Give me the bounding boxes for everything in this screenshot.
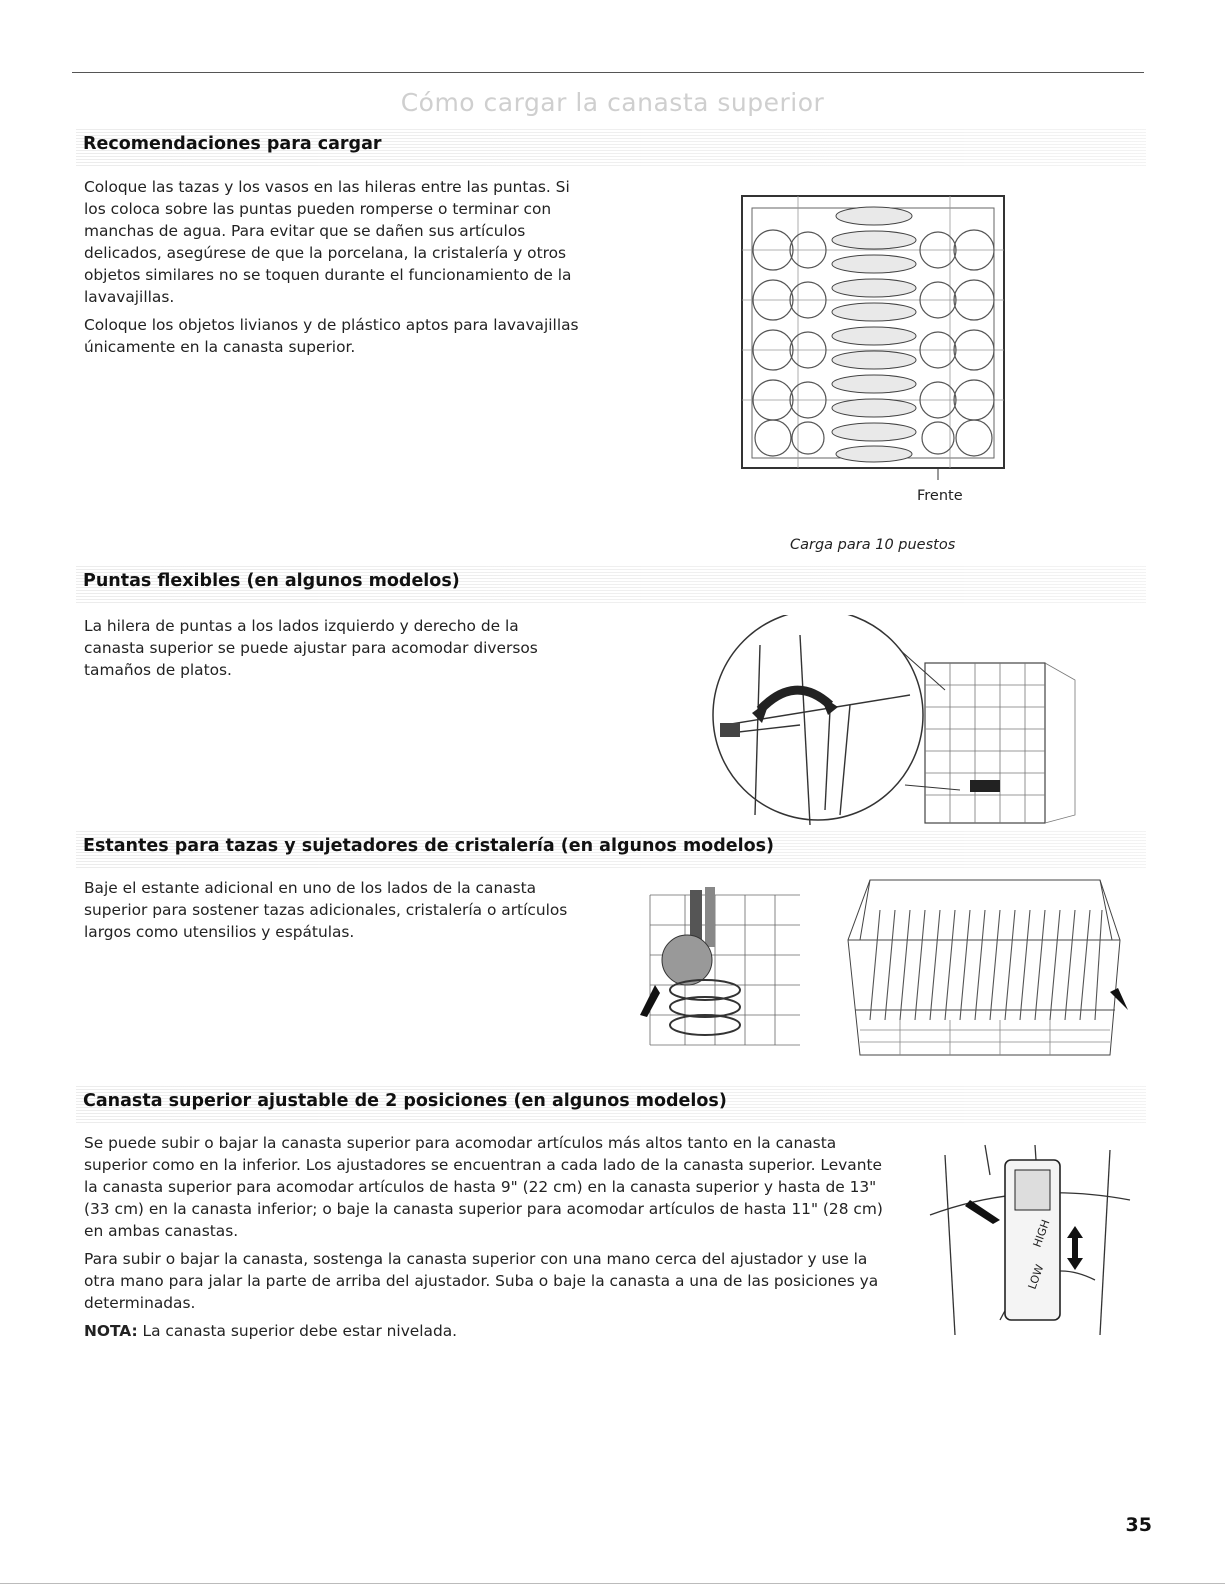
tines-paragraph-1: La hilera de puntas a los lados izquierdo y derecho de la canasta superior se puede ajustar para acomodar diversos tamaños de platos. bbox=[84, 617, 538, 679]
front-label: Frente bbox=[917, 488, 963, 504]
loading-paragraph-2: Coloque los objetos livianos y de plástico aptos para lavavajillas únicamente en la canasta superior. bbox=[84, 316, 579, 356]
adjustable-note bbox=[84, 1320, 899, 1342]
section-heading-loading: Recomendaciones para cargar bbox=[76, 128, 1146, 166]
page-number: 35 bbox=[1125, 1514, 1152, 1536]
figure-caption-10-settings: Carga para 10 puestos bbox=[790, 537, 956, 553]
loading-text bbox=[84, 176, 589, 364]
adjustable-text bbox=[84, 1132, 899, 1348]
section-heading-adjustable: Canasta superior ajustable de 2 posiciones (en algunos modelos) bbox=[76, 1085, 1146, 1123]
upper-rack-loaded-illustration bbox=[738, 190, 1010, 480]
adjustable-paragraph-2: Para subir o bajar la canasta, sostenga la canasta superior con una mano cerca del ajustador y use la otra mano para jalar la parte de arriba del ajustador. Suba o baje la canasta a una de las posiciones ya determinadas. bbox=[84, 1250, 879, 1312]
tines-text bbox=[84, 615, 564, 687]
cup-shelves-text bbox=[84, 877, 604, 949]
note-text: La canasta superior debe estar nivelada. bbox=[137, 1322, 458, 1340]
note-label: NOTA: bbox=[84, 1322, 138, 1340]
section-heading-cup-shelves: Estantes para tazas y sujetadores de cristalería (en algunos modelos) bbox=[76, 830, 1146, 868]
low-label: LOW bbox=[1025, 1262, 1047, 1292]
loading-paragraph-1: Coloque las tazas y los vasos en las hileras entre las puntas. Si los coloca sobre las puntas pueden romperse o terminar con manchas de agua. Para evitar que se dañen sus artículos delicados, asegúrese de que la porcelana, la cristalería y otros objetos similares no se toquen durante el funcionamiento de la lavavajillas. bbox=[84, 178, 572, 306]
page-title: Cómo cargar la canasta superior bbox=[400, 88, 825, 117]
high-label: HIGH bbox=[1030, 1217, 1053, 1250]
flexible-tines-illustration bbox=[700, 615, 1080, 835]
bottom-rule bbox=[0, 1583, 1225, 1584]
top-rule bbox=[72, 72, 1144, 73]
cup-shelves-paragraph-1: Baje el estante adicional en uno de los lados de la canasta superior para sostener tazas adicionales, cristalería o artículos largos como utensilios y espátulas. bbox=[84, 879, 568, 941]
adjustable-paragraph-1: Se puede subir o bajar la canasta superior para acomodar artículos más altos tanto en la canasta superior como en la inferior. Los ajustadores se encuentran a cada lado de la canasta superior. Levante la canasta superior para acomodar artículos de hasta 9" (22 cm) en la canasta superior y hasta de 13" (33 cm) en la canasta inferior; o baje la canasta superior para acomodar artículos de hasta 11" (28 cm) en ambas canastas. bbox=[84, 1134, 883, 1240]
rack-adjuster-illustration bbox=[925, 1140, 1135, 1340]
cup-shelf-rack-illustration bbox=[840, 870, 1130, 1060]
section-heading-tines: Puntas flexibles (en algunos modelos) bbox=[76, 565, 1146, 603]
cup-shelf-illustration bbox=[625, 885, 805, 1060]
